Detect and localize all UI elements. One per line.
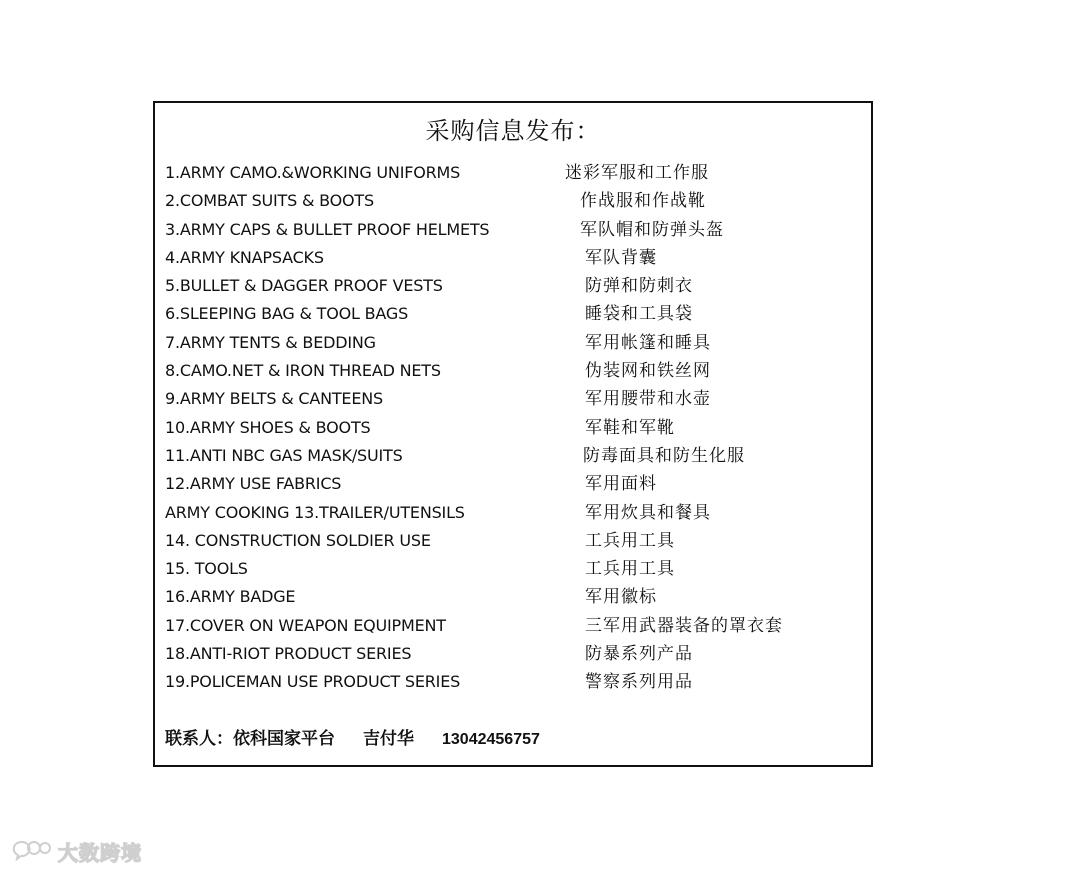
item-english: 19.POLICEMAN USE PRODUCT SERIES — [165, 672, 461, 692]
contact-name: 吉付华 — [363, 729, 414, 749]
watermark-text: 大数跨境 — [58, 840, 142, 865]
item-chinese: 防毒面具和防生化服 — [583, 445, 745, 466]
item-chinese: 防弹和防刺衣 — [585, 276, 693, 297]
item-english: 8.CAMO.NET & IRON THREAD NETS — [165, 361, 441, 381]
list-item — [165, 272, 865, 300]
list-item — [165, 640, 865, 668]
item-english: 16.ARMY BADGE — [165, 587, 296, 607]
item-chinese: 工兵用工具 — [585, 530, 675, 551]
chat-bubbles-icon — [12, 839, 52, 863]
item-chinese: 军用炊具和餐具 — [585, 502, 711, 523]
item-chinese: 工兵用工具 — [585, 559, 675, 580]
item-english: 1.ARMY CAMO.&WORKING UNIFORMS — [165, 163, 461, 182]
item-english: 15. TOOLS — [165, 559, 248, 579]
item-english: 9.ARMY BELTS & CANTEENS — [165, 389, 383, 409]
list-item — [165, 159, 865, 187]
item-list — [165, 159, 865, 697]
procurement-notice — [153, 101, 873, 767]
item-english: 18.ANTI-RIOT PRODUCT SERIES — [165, 644, 412, 664]
item-chinese: 三军用武器装备的罩衣套 — [585, 615, 783, 636]
item-chinese: 军用徽标 — [585, 587, 657, 608]
item-chinese: 作战服和作战靴 — [580, 191, 706, 212]
list-item — [165, 385, 865, 413]
notice-title: 采购信息发布： — [425, 117, 601, 145]
list-item — [165, 329, 865, 357]
item-english: 3.ARMY CAPS & BULLET PROOF HELMETS — [165, 219, 490, 239]
item-chinese: 警察系列用品 — [585, 672, 693, 693]
item-english: 2.COMBAT SUITS & BOOTS — [165, 191, 374, 211]
list-item — [165, 527, 865, 555]
item-english: 17.COVER ON WEAPON EQUIPMENT — [165, 615, 446, 635]
item-english: 12.ARMY USE FABRICS — [165, 474, 342, 494]
list-item — [165, 357, 865, 385]
list-item — [165, 187, 865, 215]
item-english: 4.ARMY KNAPSACKS — [165, 247, 324, 267]
list-item — [165, 216, 865, 244]
list-item — [165, 555, 865, 583]
item-chinese: 军用腰带和水壶 — [585, 389, 711, 410]
item-english: 10.ARMY SHOES & BOOTS — [165, 417, 371, 437]
list-item — [165, 583, 865, 611]
list-item — [165, 414, 865, 442]
contact-line — [165, 724, 540, 754]
list-item — [165, 499, 865, 527]
item-chinese: 防暴系列产品 — [585, 644, 693, 665]
item-chinese: 军队背囊 — [585, 247, 657, 268]
list-item — [165, 612, 865, 640]
list-item — [165, 442, 865, 470]
item-english: 7.ARMY TENTS & BEDDING — [165, 332, 376, 352]
item-chinese: 军用帐篷和睡具 — [585, 332, 711, 353]
item-chinese: 军队帽和防弹头盔 — [580, 219, 724, 240]
contact-label: 联系人： — [165, 729, 233, 749]
list-item — [165, 668, 865, 696]
item-english: 11.ANTI NBC GAS MASK/SUITS — [165, 445, 403, 465]
item-chinese: 迷彩军服和工作服 — [565, 163, 709, 183]
item-english: ARMY COOKING 13.TRAILER/UTENSILS — [165, 502, 465, 522]
contact-phone: 13042456757 — [442, 731, 540, 748]
item-chinese: 伪装网和铁丝网 — [585, 361, 711, 382]
list-item — [165, 470, 865, 498]
contact-organization: 依科国家平台 — [233, 729, 335, 749]
item-english: 14. CONSTRUCTION SOLDIER USE — [165, 530, 431, 550]
item-chinese: 军鞋和军靴 — [585, 417, 675, 438]
item-english: 5.BULLET & DAGGER PROOF VESTS — [165, 276, 443, 296]
item-english: 6.SLEEPING BAG & TOOL BAGS — [165, 304, 409, 324]
watermark — [12, 836, 142, 866]
item-chinese: 军用面料 — [585, 474, 657, 495]
list-item — [165, 244, 865, 272]
item-chinese: 睡袋和工具袋 — [585, 304, 693, 325]
list-item — [165, 300, 865, 328]
